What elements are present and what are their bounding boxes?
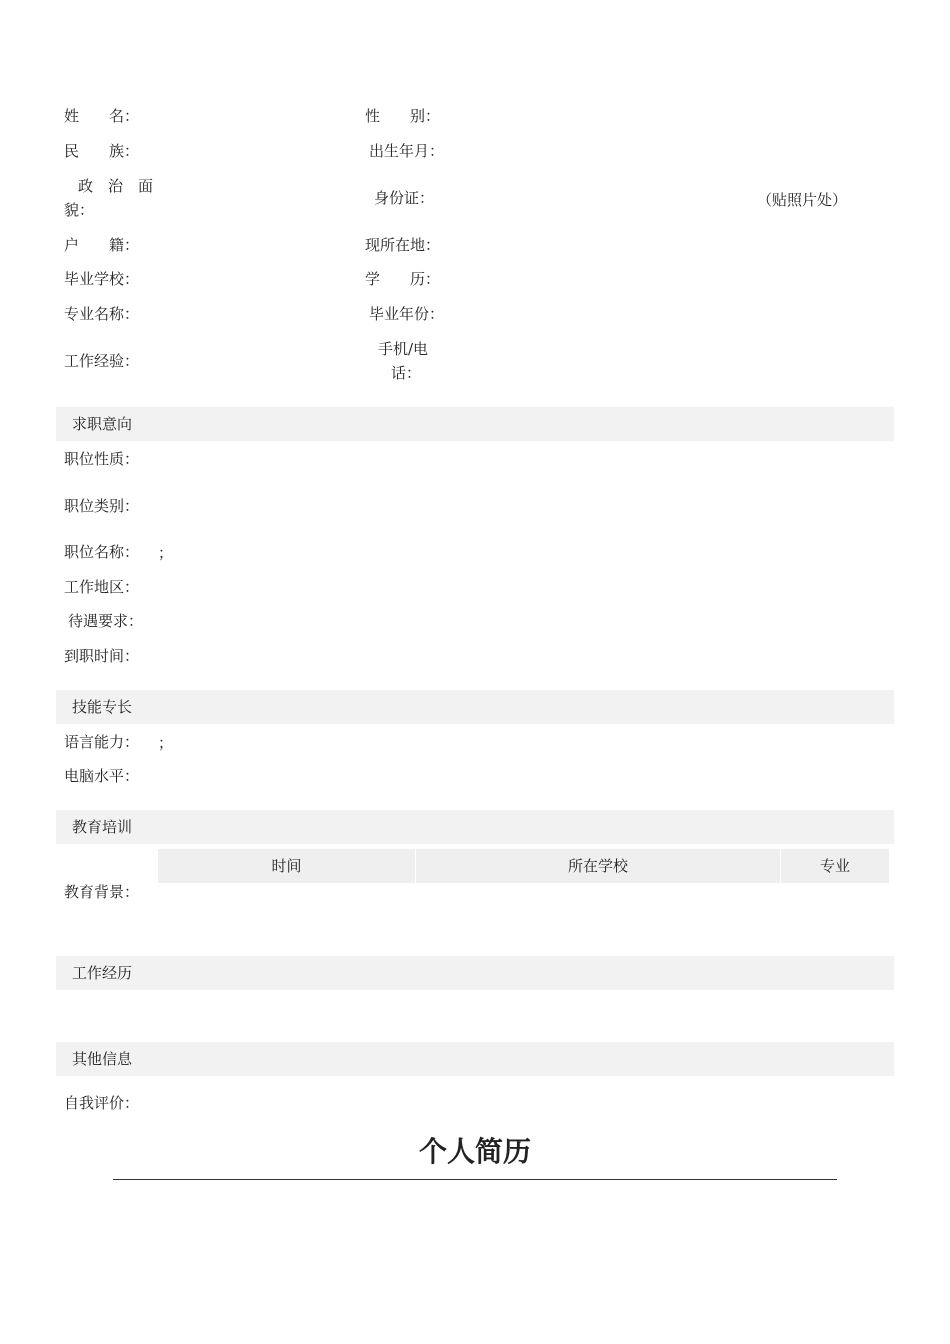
job-title-value: ； [158,544,174,562]
self-eval-label: 自我评价： [64,1094,140,1112]
job-title-label: 职位名称： [64,543,140,561]
start-time-label: 到职时间： [64,647,140,665]
computer-label: 电脑水平： [64,767,140,785]
phone-label-line2: 话： [391,364,422,382]
id-label: 身份证： [374,189,435,207]
grad-year-label: 毕业年份： [369,305,445,323]
ethnicity-label: 民 族： [64,142,140,160]
table-header-school: 所在学校 [416,849,780,883]
experience-label: 工作经验： [64,352,140,370]
politics-label-line1: 政 治 面 [78,177,154,195]
language-value: ； [158,734,174,752]
skills-header [56,690,894,724]
job-intention-header [56,407,894,441]
hukou-label: 户 籍： [64,236,140,254]
degree-label: 学 历： [365,270,441,288]
gender-label: 性 别： [365,107,441,125]
politics-label-line2: 貌： [64,201,95,219]
job-intention-heading: 求职意向 [72,415,133,433]
other-heading: 其他信息 [72,1050,133,1068]
photo-placeholder: （贴照片处） [757,191,848,209]
language-label: 语言能力： [64,733,140,751]
table-header-time: 时间 [158,849,415,883]
table-header-major: 专业 [781,849,889,883]
education-heading: 教育培训 [72,818,133,836]
skills-heading: 技能专长 [72,698,133,716]
other-header [56,1042,894,1076]
education-header [56,810,894,844]
name-label: 姓 名： [64,107,140,125]
major-label: 专业名称： [64,305,140,323]
title-underline [113,1179,837,1180]
salary-label: 待遇要求： [68,612,144,630]
school-label: 毕业学校： [64,270,140,288]
job-category-label: 职位类别： [64,497,140,515]
phone-label-line1: 手机/电 [378,340,429,358]
work-area-label: 工作地区： [64,578,140,596]
job-nature-label: 职位性质： [64,450,140,468]
work-header [56,956,894,990]
education-background-label: 教育背景： [64,883,140,901]
birth-label: 出生年月： [369,142,445,160]
work-heading: 工作经历 [72,964,133,982]
document-title: 个人简历 [418,1135,531,1168]
residence-label: 现所在地： [365,236,441,254]
